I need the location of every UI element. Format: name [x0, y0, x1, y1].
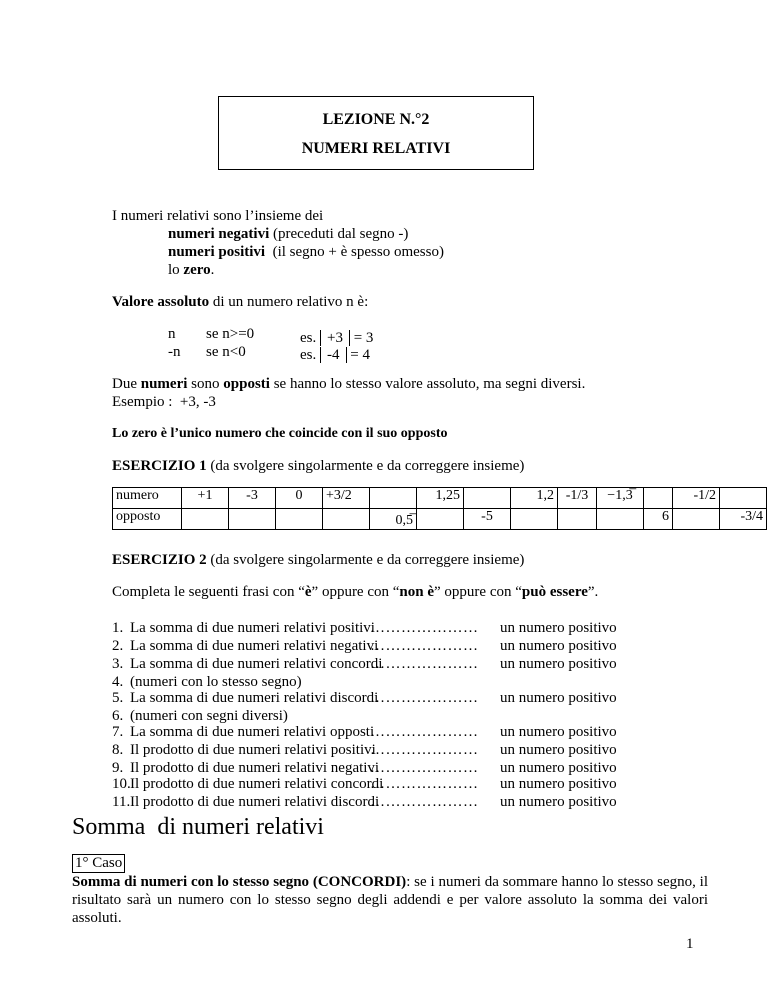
abs-case-cond: se n>=0	[206, 326, 255, 342]
table-cell	[464, 488, 511, 509]
table-cell	[323, 509, 370, 530]
item-text: (numeri con segni diversi)	[130, 708, 288, 724]
row-label: numero	[113, 488, 182, 509]
table-cell: 6	[644, 509, 673, 530]
item-number: 2.	[112, 638, 124, 654]
answer-blank[interactable]: …………………	[370, 620, 479, 636]
item-number: 6.	[112, 708, 124, 724]
table-cell	[644, 488, 673, 509]
answer-blank[interactable]: …………………	[370, 794, 479, 810]
item-result: un numero positivo	[500, 776, 617, 792]
table-cell: -3/4	[720, 509, 767, 530]
table-cell: -1/2	[673, 488, 720, 509]
item-text: Il prodotto di due numeri relativi concordi	[130, 776, 384, 792]
table-cell	[370, 488, 417, 509]
answer-blank[interactable]: …………………	[370, 760, 479, 776]
item-number: 5.	[112, 690, 124, 706]
section-heading: Somma di numeri relativi	[72, 814, 324, 840]
zero-note: Lo zero è l’unico numero che coincide con il suo opposto	[112, 426, 448, 441]
list-item	[112, 708, 288, 724]
abs-definition: Valore assoluto di un numero relativo n è:	[112, 294, 369, 310]
list-item	[112, 638, 617, 654]
item-text: La somma di due numeri relativi opposti	[130, 724, 375, 740]
item-result: un numero positivo	[500, 760, 617, 776]
list-item	[112, 674, 302, 690]
answer-blank[interactable]: …………………	[370, 638, 479, 654]
table-cell: 1,2	[511, 488, 558, 509]
table-cell: -1/3	[558, 488, 597, 509]
table-cell: -3	[229, 488, 276, 509]
abs-case-cond: se n<0	[206, 344, 246, 360]
item-text: Il prodotto di due numeri relativi positivi	[130, 742, 376, 758]
intro-item-negativi: numeri negativi (preceduti dal segno -)	[168, 226, 409, 242]
item-result: un numero positivo	[500, 794, 617, 810]
item-result: un numero positivo	[500, 638, 617, 654]
item-number: 8.	[112, 742, 124, 758]
table-cell: 0	[276, 488, 323, 509]
table-cell	[276, 509, 323, 530]
list-item	[112, 620, 617, 636]
intro-item-positivi: numeri positivi (il segno + è spesso omesso)	[168, 244, 444, 260]
item-text: La somma di due numeri relativi discordi	[130, 690, 379, 706]
item-result: un numero positivo	[500, 620, 617, 636]
lesson-title: LEZIONE N.°2	[322, 111, 430, 128]
item-text: La somma di due numeri relativi positivi	[130, 620, 375, 636]
item-text: (numeri con lo stesso segno)	[130, 674, 302, 690]
table-cell: -5	[464, 509, 511, 530]
table-cell	[229, 509, 276, 530]
table-cell	[417, 509, 464, 530]
abs-case-value: n	[168, 326, 176, 342]
item-text: La somma di due numeri relativi negativi	[130, 638, 379, 654]
answer-blank[interactable]: …………………	[370, 724, 479, 740]
intro-lead: I numeri relativi sono l’insieme dei	[112, 208, 324, 224]
page-number: 1	[686, 936, 694, 952]
item-number: 4.	[112, 674, 124, 690]
list-item	[112, 760, 617, 776]
item-number: 10.	[112, 776, 131, 792]
table-cell: 1,25	[417, 488, 464, 509]
exercise2-heading: ESERCIZIO 2 (da svolgere singolarmente e da correggere insieme)	[112, 552, 525, 568]
table-cell	[720, 488, 767, 509]
item-text: La somma di due numeri relativi concordi	[130, 656, 383, 672]
opposites-table	[112, 487, 767, 530]
list-item	[112, 776, 617, 792]
abs-case-value: -n	[168, 344, 181, 360]
item-text: Il prodotto di due numeri relativi negativi	[130, 760, 380, 776]
table-cell	[511, 509, 558, 530]
item-text: Il prodotto di due numeri relativi discordi	[130, 794, 380, 810]
abs-example: es. -4 = 4	[300, 347, 370, 363]
item-number: 1.	[112, 620, 124, 636]
exercise2-instructions: Completa le seguenti frasi con “è” oppure con “non è” oppure con “può essere”.	[112, 584, 599, 600]
list-item	[112, 690, 617, 706]
row-label: opposto	[113, 509, 182, 530]
answer-blank[interactable]: …………………	[370, 690, 479, 706]
table-cell	[673, 509, 720, 530]
table-cell: 0,5̅	[370, 509, 417, 530]
abs-example: es. +3 = 3	[300, 330, 374, 346]
table-row	[113, 488, 767, 509]
opposites-definition: Due numeri sono opposti se hanno lo stesso valore assoluto, ma segni diversi.	[112, 376, 586, 392]
item-result: un numero positivo	[500, 724, 617, 740]
case-label: 1° Caso	[72, 854, 125, 873]
item-result: un numero positivo	[500, 690, 617, 706]
title-box	[218, 96, 534, 170]
case-description: Somma di numeri con lo stesso segno (CONCORDI): se i numeri da sommare hanno lo stesso segno, il risultato sarà un numero con lo stesso segno degli addendi e per valore assoluto la somma dei valori assoluti.	[72, 874, 709, 926]
table-cell: −1,3̅	[597, 488, 644, 509]
item-number: 7.	[112, 724, 124, 740]
item-result: un numero positivo	[500, 742, 617, 758]
table-row	[113, 509, 767, 530]
list-item	[112, 724, 617, 740]
list-item	[112, 656, 617, 672]
intro-item-zero: lo zero.	[168, 262, 215, 278]
table-cell	[182, 509, 229, 530]
opposites-example: Esempio : +3, -3	[112, 394, 216, 410]
answer-blank[interactable]: …………………	[370, 656, 479, 672]
topic-title: NUMERI RELATIVI	[301, 140, 451, 157]
exercise1-heading: ESERCIZIO 1 (da svolgere singolarmente e da correggere insieme)	[112, 458, 525, 474]
item-result: un numero positivo	[500, 656, 617, 672]
answer-blank[interactable]: …………………	[370, 776, 479, 792]
answer-blank[interactable]: …………………	[370, 742, 479, 758]
table-cell	[597, 509, 644, 530]
item-number: 9.	[112, 760, 124, 776]
item-number: 11.	[112, 794, 131, 810]
list-item	[112, 794, 617, 810]
table-cell: +1	[182, 488, 229, 509]
table-cell: +3/2	[323, 488, 370, 509]
item-number: 3.	[112, 656, 124, 672]
list-item	[112, 742, 617, 758]
table-cell	[558, 509, 597, 530]
